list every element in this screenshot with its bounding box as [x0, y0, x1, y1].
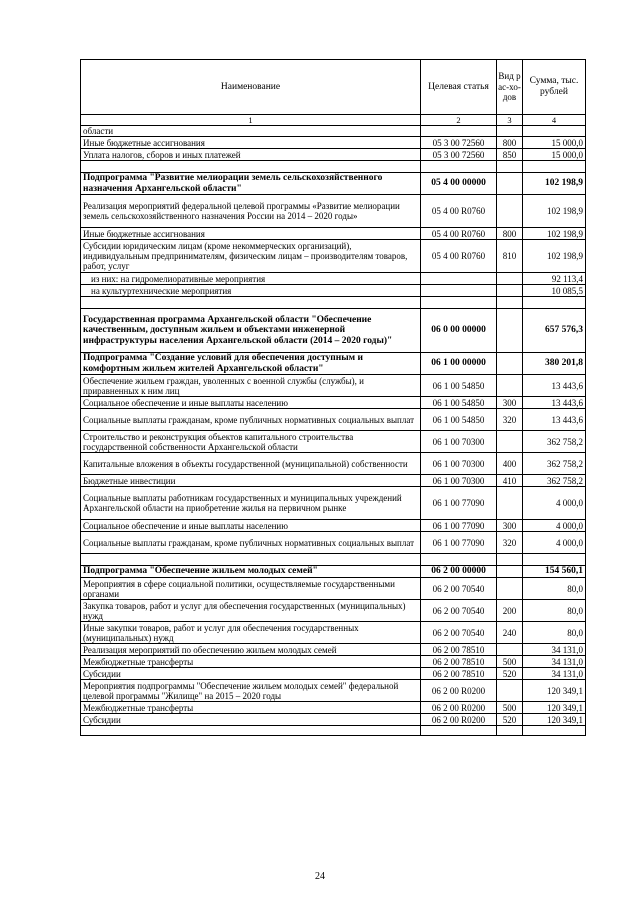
row-target-article: 06 2 00 78510	[421, 644, 497, 656]
table-row	[81, 578, 586, 600]
table-row	[81, 566, 586, 578]
row-sum: 10 085,5	[523, 285, 586, 297]
table-body	[81, 60, 586, 736]
table-row	[81, 656, 586, 668]
table-row	[81, 714, 586, 726]
blank-row	[81, 726, 586, 736]
row-expense-type	[497, 161, 523, 173]
row-expense-type	[497, 273, 523, 285]
row-expense-type: 400	[497, 453, 523, 475]
row-expense-type: 800	[497, 137, 523, 149]
row-name: Строительство и реконструкция объектов капитального строительства государственной собственности Архангельской области	[81, 431, 421, 453]
table-row	[81, 126, 586, 137]
header-target-article	[421, 60, 497, 115]
row-expense-type: 200	[497, 600, 523, 622]
row-target-article: 06 2 00 R0200	[421, 680, 497, 702]
row-name: Социальное обеспечение и иные выплаты населению	[81, 397, 421, 409]
row-expense-type: 300	[497, 520, 523, 532]
table-row	[81, 173, 586, 195]
row-sum: 34 131,0	[523, 656, 586, 668]
header-expense-type	[497, 60, 523, 115]
table-row	[81, 137, 586, 149]
row-target-article: 06 2 00 70540	[421, 600, 497, 622]
row-sum: 13 443,6	[523, 375, 586, 397]
row-name: на культуртехнические мероприятия	[81, 285, 421, 297]
row-expense-type: 320	[497, 409, 523, 431]
row-expense-type: 240	[497, 622, 523, 644]
blank-row	[81, 297, 586, 309]
row-name	[81, 161, 421, 173]
header-target-article-text: Целевая статья	[428, 81, 489, 92]
row-name: Иные закупки товаров, работ и услуг для обеспечения государственных (муниципальных) нужд	[81, 622, 421, 644]
row-sum: 102 198,9	[523, 173, 586, 195]
row-name: Межбюджетные трансферты	[81, 656, 421, 668]
row-sum	[523, 297, 586, 309]
row-target-article: 05 4 00 R0760	[421, 195, 497, 228]
table-row	[81, 431, 586, 453]
row-sum: 362 758,2	[523, 475, 586, 487]
row-expense-type: 810	[497, 240, 523, 273]
row-name	[81, 297, 421, 309]
row-expense-type	[497, 195, 523, 228]
table-row	[81, 353, 586, 375]
row-expense-type: 850	[497, 149, 523, 161]
row-name: Социальные выплаты гражданам, кроме публичных нормативных социальных выплат	[81, 409, 421, 431]
row-expense-type	[497, 297, 523, 309]
column-numbers-row	[81, 115, 586, 126]
row-expense-type	[497, 431, 523, 453]
row-target-article: 06 1 00 77090	[421, 520, 497, 532]
row-expense-type	[497, 353, 523, 375]
row-name: Межбюджетные трансферты	[81, 702, 421, 714]
row-target-article	[421, 161, 497, 173]
table-row	[81, 622, 586, 644]
table-row	[81, 644, 586, 656]
row-expense-type	[497, 126, 523, 137]
table-row	[81, 285, 586, 297]
row-name: Обеспечение жильем граждан, уволенных с военной службы (службы), и приравненных к ним лиц	[81, 375, 421, 397]
table-row	[81, 375, 586, 397]
row-sum	[523, 126, 586, 137]
table-row	[81, 397, 586, 409]
table-row	[81, 532, 586, 554]
row-name: Субсидии	[81, 714, 421, 726]
row-sum	[523, 726, 586, 736]
row-target-article: 06 1 00 70300	[421, 475, 497, 487]
row-expense-type	[497, 375, 523, 397]
row-name: Капитальные вложения в объекты государственной (муниципальной) собственности	[81, 453, 421, 475]
row-name	[81, 554, 421, 566]
row-sum: 80,0	[523, 600, 586, 622]
table-row	[81, 680, 586, 702]
row-target-article: 06 1 00 70300	[421, 431, 497, 453]
table-row	[81, 240, 586, 273]
row-target-article: 06 2 00 70540	[421, 578, 497, 600]
row-target-article: 06 2 00 70540	[421, 622, 497, 644]
row-name: Иные бюджетные ассигнования	[81, 228, 421, 240]
row-name: Подпрограмма "Обеспечение жильем молодых семей"	[81, 566, 421, 578]
row-expense-type	[497, 554, 523, 566]
row-expense-type: 500	[497, 656, 523, 668]
row-sum: 102 198,9	[523, 195, 586, 228]
budget-table	[80, 59, 586, 736]
row-sum: 15 000,0	[523, 137, 586, 149]
row-name: Бюджетные инвестиции	[81, 475, 421, 487]
row-name: области	[81, 126, 421, 137]
row-name: Государственная программа Архангельской области "Обеспечение качественным, доступным жильем и объектами инженерной инфраструктуры населения Архангельской области (2014 – 2020 годы)"	[81, 309, 421, 353]
table-row	[81, 453, 586, 475]
row-sum: 120 349,1	[523, 702, 586, 714]
row-sum: 102 198,9	[523, 240, 586, 273]
row-sum	[523, 554, 586, 566]
row-sum: 92 113,4	[523, 273, 586, 285]
row-sum: 4 000,0	[523, 520, 586, 532]
row-name: Социальное обеспечение и иные выплаты населению	[81, 520, 421, 532]
table-row	[81, 668, 586, 680]
row-expense-type	[497, 487, 523, 520]
row-sum	[523, 161, 586, 173]
row-sum: 13 443,6	[523, 397, 586, 409]
row-expense-type: 500	[497, 702, 523, 714]
row-target-article	[421, 273, 497, 285]
row-sum: 80,0	[523, 578, 586, 600]
blank-row	[81, 161, 586, 173]
row-expense-type: 800	[497, 228, 523, 240]
row-sum: 34 131,0	[523, 668, 586, 680]
column-number-4: 4	[523, 115, 586, 126]
page-number: 24	[315, 871, 325, 882]
row-expense-type: 520	[497, 714, 523, 726]
row-target-article: 06 2 00 R0200	[421, 702, 497, 714]
row-name: Подпрограмма "Создание условий для обеспечения доступным и комфортным жильем жителей Архангельской области"	[81, 353, 421, 375]
row-sum: 4 000,0	[523, 532, 586, 554]
row-expense-type: 410	[497, 475, 523, 487]
blank-row	[81, 554, 586, 566]
row-target-article	[421, 726, 497, 736]
row-expense-type	[497, 173, 523, 195]
column-number-2: 2	[421, 115, 497, 126]
table-row	[81, 273, 586, 285]
row-expense-type	[497, 680, 523, 702]
column-number-1: 1	[81, 115, 421, 126]
row-name: Субсидии	[81, 668, 421, 680]
row-sum: 154 560,1	[523, 566, 586, 578]
row-sum: 362 758,2	[523, 453, 586, 475]
row-name: Социальные выплаты гражданам, кроме публичных нормативных социальных выплат	[81, 532, 421, 554]
row-target-article: 06 2 00 R0200	[421, 714, 497, 726]
header-expense-type-text: Вид рас-хо-дов	[498, 71, 521, 103]
table-row	[81, 309, 586, 353]
row-sum: 4 000,0	[523, 487, 586, 520]
row-name	[81, 726, 421, 736]
row-name: из них: на гидромелиоративные мероприятия	[81, 273, 421, 285]
row-target-article	[421, 126, 497, 137]
row-target-article: 06 1 00 54850	[421, 375, 497, 397]
row-target-article: 05 3 00 72560	[421, 149, 497, 161]
row-target-article: 06 2 00 78510	[421, 668, 497, 680]
table-row	[81, 520, 586, 532]
header-sum	[523, 60, 586, 115]
row-expense-type	[497, 578, 523, 600]
row-sum: 120 349,1	[523, 714, 586, 726]
table-row	[81, 228, 586, 240]
row-target-article: 06 1 00 77090	[421, 532, 497, 554]
table-row	[81, 702, 586, 714]
row-name: Уплата налогов, сборов и иных платежей	[81, 149, 421, 161]
row-sum: 80,0	[523, 622, 586, 644]
header-row	[81, 60, 586, 115]
table-row	[81, 149, 586, 161]
row-name: Подпрограмма "Развитие мелиорации земель сельскохозяйственного назначения Архангельской области"	[81, 173, 421, 195]
row-target-article: 05 4 00 00000	[421, 173, 497, 195]
row-expense-type: 520	[497, 668, 523, 680]
row-expense-type: 320	[497, 532, 523, 554]
row-target-article: 06 2 00 78510	[421, 656, 497, 668]
table-row	[81, 195, 586, 228]
column-number-3: 3	[497, 115, 523, 126]
row-name: Мероприятия подпрограммы "Обеспечение жильем молодых семей" федеральной целевой программы "Жилище" на 2015 – 2020 годы	[81, 680, 421, 702]
row-target-article: 05 4 00 R0760	[421, 240, 497, 273]
row-name: Мероприятия в сфере социальной политики, осуществляемые государственными органами	[81, 578, 421, 600]
row-expense-type	[497, 726, 523, 736]
row-expense-type	[497, 566, 523, 578]
row-target-article: 06 1 00 77090	[421, 487, 497, 520]
table-row	[81, 487, 586, 520]
row-target-article: 05 3 00 72560	[421, 137, 497, 149]
row-sum: 657 576,3	[523, 309, 586, 353]
row-expense-type	[497, 309, 523, 353]
table-row	[81, 409, 586, 431]
table-row	[81, 600, 586, 622]
row-sum: 102 198,9	[523, 228, 586, 240]
table-row	[81, 475, 586, 487]
row-target-article: 06 2 00 00000	[421, 566, 497, 578]
row-name: Реализация мероприятий по обеспечению жильем молодых семей	[81, 644, 421, 656]
row-expense-type	[497, 644, 523, 656]
row-target-article	[421, 554, 497, 566]
row-name: Закупка товаров, работ и услуг для обеспечения государственных (муниципальных) нужд	[81, 600, 421, 622]
row-target-article: 06 1 00 70300	[421, 453, 497, 475]
header-name: Наименование	[81, 60, 421, 115]
row-target-article	[421, 297, 497, 309]
row-name: Социальные выплаты работникам государственных и муниципальных учреждений Архангельской области на приобретение жилья на первичном рынке	[81, 487, 421, 520]
header-sum-text: Сумма, тыс. рублей	[529, 76, 579, 97]
row-expense-type	[497, 285, 523, 297]
row-target-article: 05 4 00 R0760	[421, 228, 497, 240]
row-name: Реализация мероприятий федеральной целевой программы «Развитие мелиорации земель сельскохозяйственного назначения России на 2014 – 2020 годы»	[81, 195, 421, 228]
row-sum: 380 201,8	[523, 353, 586, 375]
row-target-article: 06 0 00 00000	[421, 309, 497, 353]
row-sum: 362 758,2	[523, 431, 586, 453]
row-target-article: 06 1 00 54850	[421, 397, 497, 409]
row-name: Иные бюджетные ассигнования	[81, 137, 421, 149]
row-name: Субсидии юридическим лицам (кроме некоммерческих организаций), индивидуальным предпринимателям, физическим лицам – производителям товаров, работ, услуг	[81, 240, 421, 273]
row-sum: 34 131,0	[523, 644, 586, 656]
row-sum: 13 443,6	[523, 409, 586, 431]
row-sum: 15 000,0	[523, 149, 586, 161]
row-target-article	[421, 285, 497, 297]
row-target-article: 06 1 00 00000	[421, 353, 497, 375]
row-sum: 120 349,1	[523, 680, 586, 702]
row-target-article: 06 1 00 54850	[421, 409, 497, 431]
row-expense-type: 300	[497, 397, 523, 409]
